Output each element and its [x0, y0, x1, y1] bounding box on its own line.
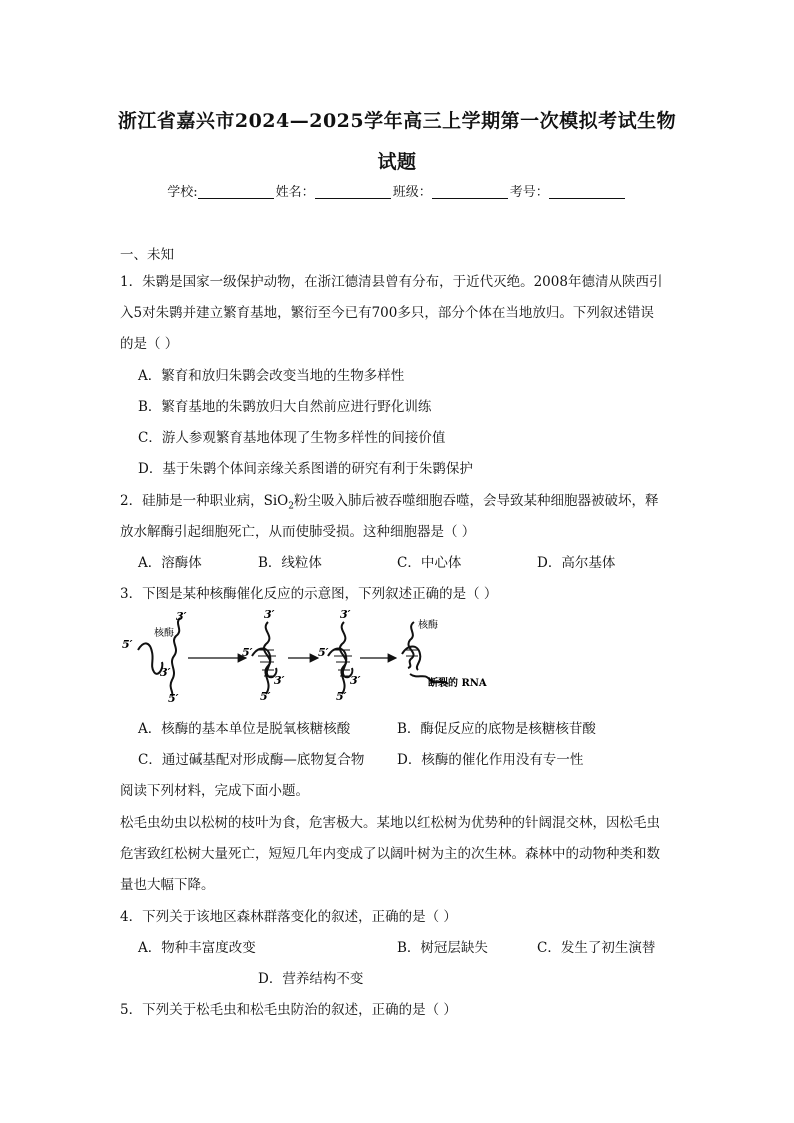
material-line2: 危害致红松树大量死亡，短短几年内变成了以阔叶树为主的次生林。森林中的动物种类和数	[120, 846, 660, 862]
q3-option-a: A．核酶的基本单位是脱氧核糖核酸	[138, 721, 351, 737]
panel-complex-2	[318, 610, 361, 702]
q4-option-a: A．物种丰富度改变	[138, 940, 256, 956]
material-intro: 阅读下列材料，完成下面小题。	[120, 783, 309, 799]
material-line1: 松毛虫幼虫以松树的枝叶为食，危害极大。某地以红松树为优势种的针阔混交林，因松毛虫	[120, 815, 660, 831]
label-5prime-6: 5′	[336, 690, 347, 702]
q4-option-c: C．发生了初生演替	[537, 940, 656, 956]
q1-stem-line1: 1．朱鹮是国家一级保护动物，在浙江德清县曾有分布，于近代灭绝。2008年德清从陕西引	[120, 274, 663, 290]
q1-stem-line3: 的是（ ）	[120, 336, 179, 352]
name-label: 姓名：	[275, 185, 315, 200]
label-5prime-2: 5′	[168, 692, 179, 702]
q1-option-a: A．繁育和放归朱鹮会改变当地的生物多样性	[138, 368, 405, 384]
class-label: 班级：	[392, 185, 432, 200]
q3-option-d: D．核酶的催化作用没有专一性	[397, 752, 584, 768]
label-5prime-4: 5′	[260, 690, 271, 702]
label-3prime-4: 3′	[274, 674, 285, 687]
panel-unbound	[122, 610, 187, 702]
q2-stem-line1	[120, 489, 658, 512]
exam-title-line2: 试题	[377, 151, 417, 173]
label-5prime-5: 5′	[318, 646, 329, 659]
q3-option-c: C．通过碱基配对形成酶—底物复合物	[138, 752, 365, 768]
label-3prime-2: 3′	[176, 610, 187, 623]
student-info-row	[0, 181, 794, 200]
q1-option-d: D．基于朱鹮个体间亲缘关系图谱的研究有利于朱鹮保护	[138, 461, 473, 477]
school-label: 学校:	[167, 185, 198, 200]
q2-option-a: A．溶酶体	[138, 555, 202, 571]
q2-stem-part1: 2．硅肺是一种职业病，SiO	[120, 493, 289, 509]
q3-option-b: B．酶促反应的底物是核糖核苷酸	[397, 721, 596, 737]
label-5prime-1: 5′	[122, 638, 133, 651]
school-blank[interactable]	[198, 184, 274, 199]
q2-stem-subscript: 2	[288, 501, 294, 512]
q3-stem-line1: 3．下图是某种核酶催化反应的示意图，下列叙述正确的是（ ）	[120, 586, 498, 602]
name-blank[interactable]	[315, 184, 391, 199]
label-cleaved-rna: 断裂的 RNA	[428, 678, 487, 689]
label-5prime-3: 5′	[242, 646, 253, 659]
q2-stem-line2: 放水解酶引起细胞死亡，从而使肺受损。这种细胞器是（ ）	[120, 524, 476, 540]
ribozyme-diagram	[118, 610, 508, 702]
label-ribozyme-1: 核酶	[154, 628, 174, 639]
q1-option-b: B．繁育基地的朱鹮放归大自然前应进行野化训练	[138, 399, 432, 415]
q1-option-c: C．游人参观繁育基地体现了生物多样性的间接价值	[138, 430, 446, 446]
number-blank[interactable]	[549, 184, 625, 199]
q2-option-b: B．线粒体	[258, 555, 322, 571]
q4-option-d: D．营养结构不变	[258, 971, 364, 987]
panel-complex-1	[242, 610, 285, 702]
label-3prime-1: 3′	[160, 666, 171, 679]
label-ribozyme-2: 核酶	[418, 620, 438, 631]
exam-title-line1: 浙江省嘉兴市2024—2025学年高三上学期第一次模拟考试生物	[117, 110, 677, 132]
panel-products	[402, 618, 487, 689]
label-3prime-5: 3′	[340, 610, 351, 621]
q2-stem-part2: 粉尘吸入肺后被吞噬细胞吞噬，会导致某种细胞器被破坏，释	[293, 493, 659, 509]
label-3prime-3: 3′	[264, 610, 275, 621]
q5-stem-line1: 5．下列关于松毛虫和松毛虫防治的叙述，正确的是（ ）	[120, 1002, 457, 1018]
class-blank[interactable]	[432, 184, 508, 199]
section-heading: 一、未知	[120, 247, 174, 263]
q2-option-c: C．中心体	[397, 555, 462, 571]
q4-stem-line1: 4．下列关于该地区森林群落变化的叙述，正确的是（ ）	[120, 909, 457, 925]
label-3prime-6: 3′	[350, 674, 361, 687]
number-label: 考号：	[509, 185, 549, 200]
q4-option-b: B．树冠层缺失	[397, 940, 488, 956]
q1-stem-line2: 入5对朱鹮并建立繁育基地，繁衍至今已有700多只，部分个体在当地放归。下列叙述错误	[120, 305, 654, 321]
q2-option-d: D．高尔基体	[537, 555, 616, 571]
material-line3: 量也大幅下降。	[120, 877, 215, 893]
